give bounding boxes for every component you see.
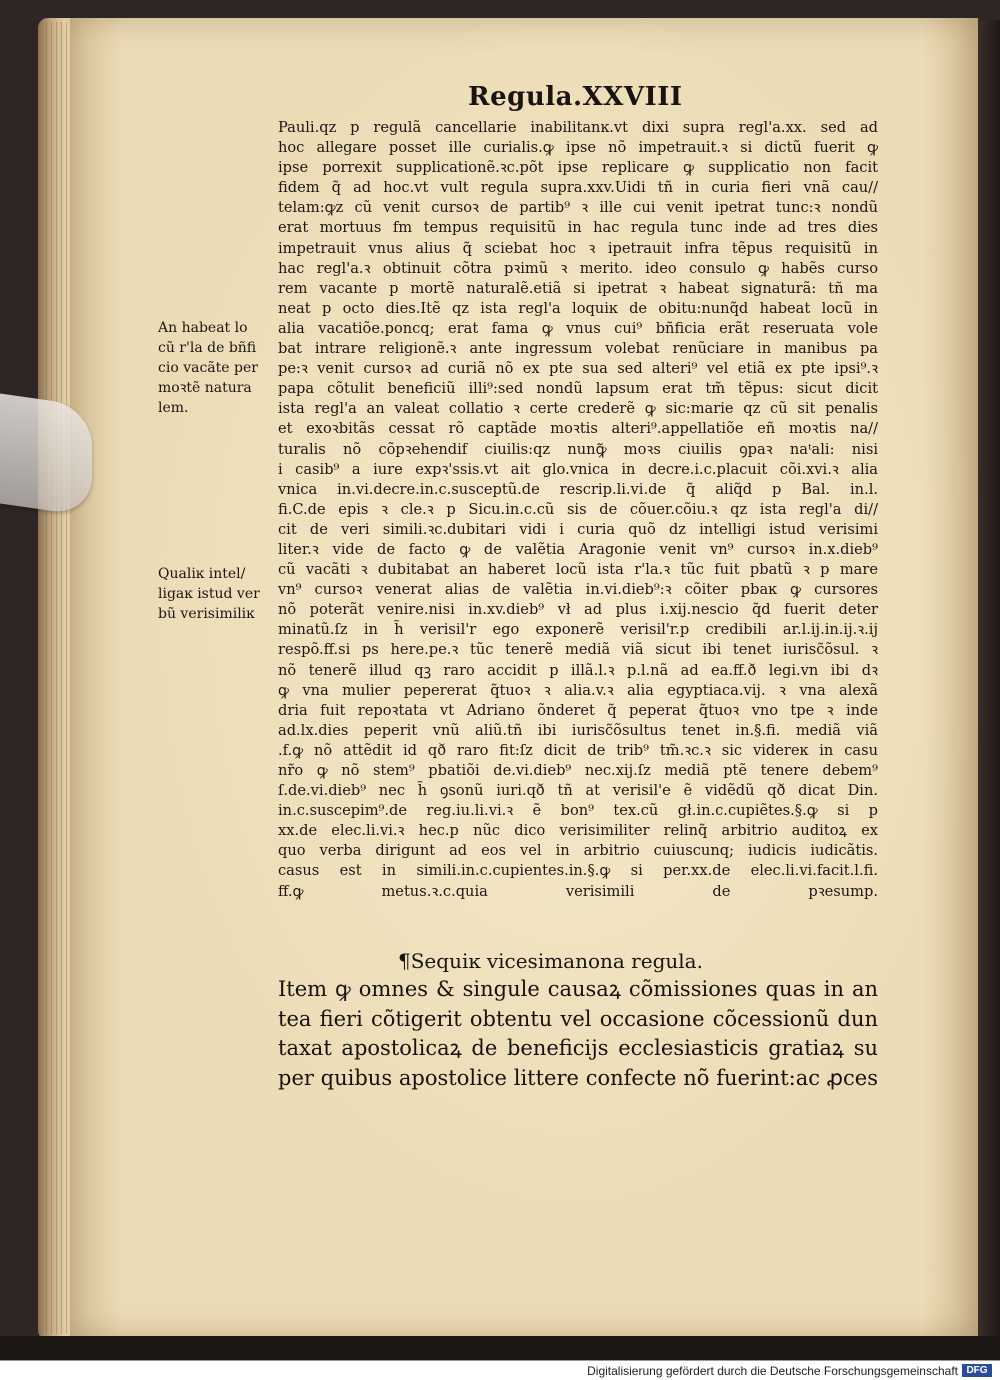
commentary-line: Pauli.qz p regulã cancellarie inabilitanĸ.vt dixi supra regl'a.xx. sed ad xyxy=(278,119,878,136)
gloss-line: lem. xyxy=(158,400,189,416)
book-binding-shadow xyxy=(976,20,1000,1336)
gloss-line: ligaĸ istud ver xyxy=(158,586,260,602)
gloss-line: bũ verisimiliĸ xyxy=(158,606,255,622)
commentary-line: ꝙ vna mulier pepererat q̃tuoꝛ ꝛ alia.v.ꝛ alia egyptiaca.vij. ꝛ vna alexã xyxy=(278,681,878,699)
commentary-line: ad.lx.dies peperit vnũ aliũ.tñ ibi iurisc̃õsultus tenet in.§.fi. mediã viã xyxy=(278,721,878,739)
gloss-line: cũ r'la de bñfi xyxy=(158,340,257,356)
commentary-line: casus est in simili.in.c.cupientes.in.§.ꝙ si per.xx.de elec.li.vi.facit.l.fi. xyxy=(278,862,878,880)
commentary-line: alia vacatiõe.poncq; erat fama ꝙ vnus cui⁹ bñficia erãt reseruata vole xyxy=(278,319,878,337)
rule-heading: ¶Sequiĸ vicesimanona regula. xyxy=(398,949,703,973)
commentary-line: cit de veri simili.ꝛc.dubitari vidi i curia quõ dz intelligi istud verisimi xyxy=(278,520,878,538)
commentary-line: quo verba dirigunt ad eos vel in arbitrio cuiuscunq; iudicis iudicãtis. xyxy=(278,842,878,860)
commentary-line: i casib⁹ a iure expꝛ'ssis.vt ait glo.vnica in decre.i.c.placuit cõi.xvi.ꝛ alia xyxy=(278,460,878,478)
commentary-line: papa cõtulit beneficiũ illi⁹:sed nondũ lapsum erat tm̃ tẽpus: sicut dicit xyxy=(278,380,878,398)
rule-text-line: Item ꝙ omnes & singule causaꝝ cõmissiones quas in an xyxy=(278,977,878,1001)
commentary-line: ſ.de.vi.dieb⁹ nec h̃ ꝯsonũ iuri.qð tñ at verisil'e ẽ vidẽdũ qð dicat Din. xyxy=(278,782,878,800)
commentary-line: vnica in.vi.decre.in.c.susceptũ.de rescrip.li.vi.de q̃ aliq̃d p Bal. in.l. xyxy=(278,480,878,498)
commentary-line: hac regl'a.ꝛ obtinuit cõtra pꝛimũ ꝛ merito. ideo consulo ꝙ habẽs curso xyxy=(278,259,878,277)
commentary-line: dria fuit repoꝛtata vt Adriano õnderet q̃ peperat q̃tuoꝛ vno tpe ꝛ inde xyxy=(278,701,878,719)
commentary-line: pe:ꝛ venit cursoꝛ ad curiã nõ ex pte sua sed alteri⁹ vel etiã ex pte ipsi⁹.ꝛ xyxy=(278,360,878,378)
gloss-line: moꝛtẽ natura xyxy=(158,380,252,396)
commentary-line: telam:ꝙz cũ venit cursoꝛ de partib⁹ ꝛ ille cui venit ipetrat tunc:ꝛ nondũ xyxy=(278,199,878,217)
commentary-block xyxy=(278,118,878,902)
rule-text-line: per quibus apostolice littere confecte nõ fuerint:ac ꝓces xyxy=(278,1065,878,1090)
margin-gloss xyxy=(158,318,276,418)
commentary-line: nõ tenerẽ illud qꝫ raro accidit p illã.l.ꝛ p.l.nã ad ea.ff.ð legi.vn ibi dꝛ xyxy=(278,661,878,679)
commentary-line: ff.ꝙ metus.ꝛ.c.quia verisimili de pꝛesump. xyxy=(278,882,878,900)
commentary-line: liter.ꝛ vide de facto ꝙ de valẽtia Aragonie venit vn⁹ cursoꝛ in.x.dieb⁹ xyxy=(278,540,878,558)
commentary-line: bat intrare religionẽ.ꝛ ante ingressum volebat renũciare in manibus pa xyxy=(278,340,878,358)
commentary-line: in.c.suscepim⁹.de reg.iu.li.vi.ꝛ ẽ bon⁹ tex.cũ gł.in.c.cupiẽtes.§.ꝙ si p xyxy=(278,802,878,820)
commentary-line: nõ poterãt venire.nisi in.xv.dieb⁹ vł ad plus i.xij.nescio q̃d fuerit deter xyxy=(278,601,878,619)
commentary-line: vn⁹ cursoꝛ venerat alias de valẽtia in.vi.dieb⁹:ꝛ cõiter pbaĸ ꝙ cursores xyxy=(278,581,878,599)
commentary-line: fi.C.de epis ꝛ cle.ꝛ p Sicu.in.c.cũ sis de cõuer.cõiu.ꝛ qz ista regl'a di// xyxy=(278,500,878,518)
commentary-line: impetrauit vnus alius q̃ sciebat hoc ꝛ ipetrauit infra tẽpus requisitũ in xyxy=(278,239,878,257)
commentary-line: erat mortuus fm tempus requisitũ in hac regula tunc inde ad tres dies xyxy=(278,219,878,237)
gloss-line: An habeat lo xyxy=(158,320,248,336)
commentary-line: ista regl'a an valeat collatio ꝛ certe crederẽ ꝙ sic:marie qz cũ sit penalis xyxy=(278,400,878,418)
margin-gloss xyxy=(158,564,276,624)
gloss-line: cio vacãte per xyxy=(158,360,258,376)
commentary-line: minatũ.ſz in h̃ verisil'r ego exponerẽ verisil'r.p credibili ar.l.ij.in.ij.ꝛ.ij xyxy=(278,621,878,639)
commentary-line: cũ vacãti ꝛ dubitabat an haberet locũ ista r'la.ꝛ tũc fuit pbatũ ꝛ p mare xyxy=(278,561,878,579)
commentary-line: hoc allegare posset ille curialis.ꝙ ipse nõ impetrauit.ꝛ si dictũ fuerit ꝙ xyxy=(278,139,878,157)
footer-bar xyxy=(0,1360,1000,1380)
commentary-line: fidem q̃ ad hoc.vt vult regula supra.xxv.Uidi tñ in curia fieri vnã cau// xyxy=(278,179,878,197)
commentary-line: nr̃o ꝙ nõ stem⁹ pbatiõi de.vi.dieb⁹ nec.xij.ſz mediã ptẽ tenere debem⁹ xyxy=(278,762,878,779)
rule-text-line: tea fieri cõtigerit obtentu vel occasione cõcessionũ dun xyxy=(278,1006,878,1031)
commentary-line: ipse porrexit supplicationẽ.ꝛc.põt ipse replicare ꝙ supplicatio non facit xyxy=(278,159,878,177)
dfg-logo: DFG xyxy=(962,1364,992,1377)
gloss-line: Qualiĸ intel/ xyxy=(158,566,246,582)
footer-credit: Digitalisierung gefördert durch die Deutsche Forschungsgemeinschaft xyxy=(587,1364,958,1378)
commentary-line: xx.de elec.li.vi.ꝛ hec.p nũc dico verisimiliter relinq̃ arbitrio auditoꝝ ex xyxy=(278,822,878,840)
running-head: Regula.XXVIII xyxy=(468,82,683,112)
commentary-line: turalis nõ cõpꝛehendif ciuilis:qz nunꝙ̃ moꝛs ciuilis ꝯpaꝛ naᵗali: nisi xyxy=(278,440,878,458)
commentary-line: respõ.ff.si ps here.pe.ꝛ tũc tenerẽ mediã viã sicut ibi tenet iurisc̃õsul. ꝛ xyxy=(278,641,878,659)
commentary-line: et exoꝛbitãs cessat rõ captãde moꝛtis alteri⁹.appellatiõe eñ moꝛtis na// xyxy=(278,420,878,438)
commentary-line: rem vacante p mortẽ naturalẽ.etiã si ipetrat ꝛ habeat signaturã: tñ ma xyxy=(278,279,878,297)
rule-text-block xyxy=(278,975,878,1093)
commentary-line: .f.ꝙ nõ attẽdit id qð raro fit:ſz dicit de trib⁹ tm̃.ꝛc.ꝛ sic videreĸ in casu xyxy=(278,741,878,759)
rule-text-line: taxat apostolicaꝝ de beneficijs ecclesiasticis gratiaꝝ su xyxy=(278,1036,878,1060)
commentary-line: neat p octo dies.Itẽ qz ista regl'a loquiĸ de obitu:nunq̃d habeat locũ in xyxy=(278,299,878,317)
scan-bottom-border xyxy=(0,1336,1000,1360)
